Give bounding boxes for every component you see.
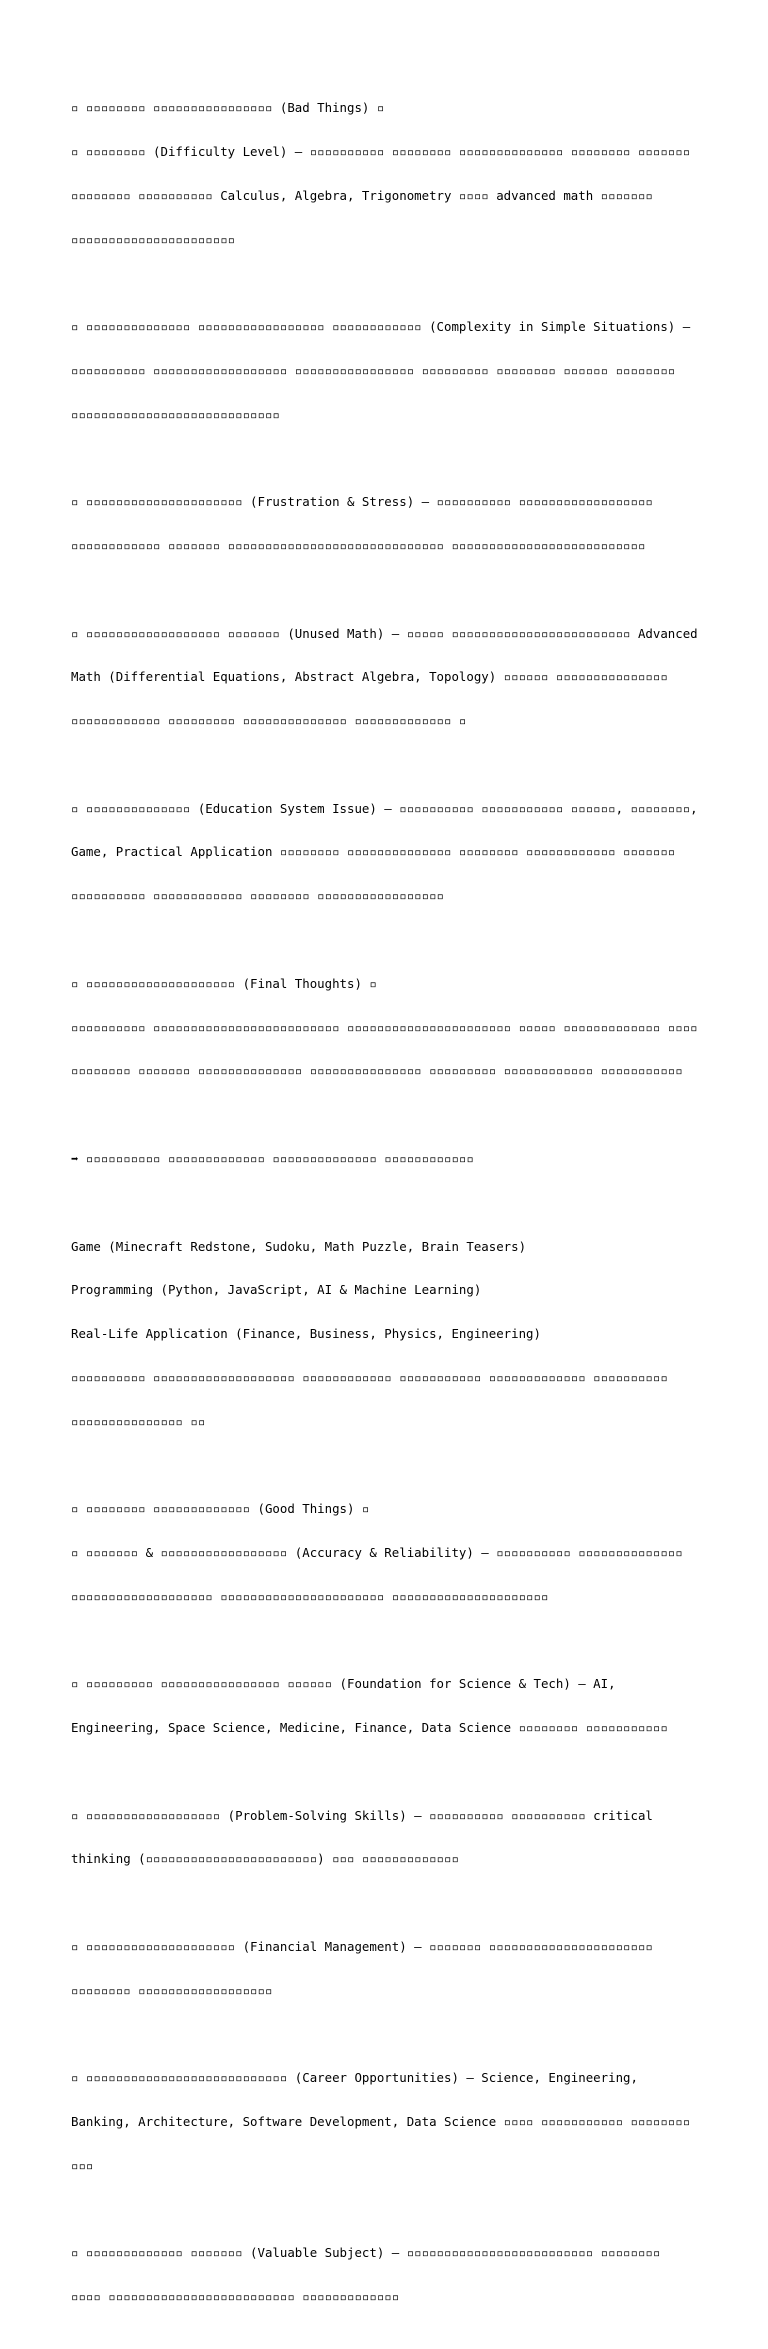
text-line: ▫▫▫▫▫▫▫▫▫▫ ▫▫▫▫▫▫▫▫▫▫▫▫▫▫▫▫▫▫ ▫▫▫▫▫▫▫▫▫▫▫▫▫▫▫▫ ▫▫▫▫▫▫▫▫▫ ▫▫▫▫▫▫▫▫ ▫▫▫▫▫▫ ▫▫▫▫▫▫▫▫ [71, 362, 676, 378]
text-line: ▫▫▫▫▫▫▫▫▫▫▫▫▫▫▫ ▫▫ [71, 1413, 206, 1429]
text-line: ▫ ▫▫▫▫▫▫▫▫▫▫▫▫▫▫▫▫▫▫ (Problem-Solving Skills) – ▫▫▫▫▫▫▫▫▫▫ ▫▫▫▫▫▫▫▫▫▫ critical [71, 1807, 653, 1823]
section-good-things-header [71, 1473, 701, 1634]
paragraph-financial-management [71, 1911, 701, 2028]
text-line: ▫ ▫▫▫▫▫▫▫ & ▫▫▫▫▫▫▫▫▫▫▫▫▫▫▫▫▫ (Accuracy & Reliability) – ▫▫▫▫▫▫▫▫▫▫ ▫▫▫▫▫▫▫▫▫▫▫▫▫▫ [71, 1544, 683, 1560]
text-line: ▫ ▫▫▫▫▫▫▫▫ ▫▫▫▫▫▫▫▫▫▫▫▫▫ (Good Things) ▫ [71, 1501, 370, 1517]
text-line: ▫ ▫▫▫▫▫▫▫▫▫▫▫▫▫▫▫▫▫▫▫▫▫▫▫▫▫▫▫ (Career Opportunities) – Science, Engineering, [71, 2070, 638, 2086]
text-line: ▫▫▫▫▫▫▫▫ ▫▫▫▫▫▫▫▫▫▫▫▫▫▫▫▫▫▫ [71, 1982, 273, 1998]
text-line: ▫▫▫▫▫▫▫▫ ▫▫▫▫▫▫▫▫▫▫ Calculus, Algebra, Trigonometry ▫▫▫▫ advanced math ▫▫▫▫▫▫▫ [71, 187, 653, 203]
text-line: ▫▫▫▫▫▫▫▫▫▫ ▫▫▫▫▫▫▫▫▫▫▫▫ ▫▫▫▫▫▫▫▫ ▫▫▫▫▫▫▫▫▫▫▫▫▫▫▫▫▫ [71, 888, 444, 904]
text-line: ▫ ▫▫▫▫▫▫▫▫▫▫▫▫▫▫▫▫▫▫▫▫ (Financial Management) – ▫▫▫▫▫▫▫ ▫▫▫▫▫▫▫▫▫▫▫▫▫▫▫▫▫▫▫▫▫▫ [71, 1939, 653, 1954]
text-line: ▫ ▫▫▫▫▫▫▫▫▫▫▫▫▫ ▫▫▫▫▫▫▫ (Valuable Subject) – ▫▫▫▫▫▫▫▫▫▫▫▫▫▫▫▫▫▫▫▫▫▫▫▫▫ ▫▫▫▫▫▫▫▫ [71, 2245, 661, 2261]
text-line: ▫ ▫▫▫▫▫▫▫▫▫▫▫▫▫▫▫▫▫▫ ▫▫▫▫▫▫▫ (Unused Math) – ▫▫▫▫▫ ▫▫▫▫▫▫▫▫▫▫▫▫▫▫▫▫▫▫▫▫▫▫▫▫ Advanced [71, 625, 698, 641]
paragraph-education-system [71, 773, 701, 934]
text-line: Game (Minecraft Redstone, Sudoku, Math Puzzle, Brain Teasers) [71, 1238, 527, 1254]
text-line: Math (Differential Equations, Abstract Algebra, Topology) ▫▫▫▫▫▫ ▫▫▫▫▫▫▫▫▫▫▫▫▫▫▫ [71, 669, 668, 685]
text-line: ▫▫▫▫▫▫▫▫▫▫▫▫▫▫▫▫▫▫▫▫▫▫▫▫▫▫▫▫ [71, 406, 280, 422]
document-body [71, 72, 701, 2349]
paragraph-problem-solving [71, 1779, 701, 1896]
text-line: ▫▫▫▫▫▫▫▫▫▫ ▫▫▫▫▫▫▫▫▫▫▫▫▫▫▫▫▫▫▫▫▫▫▫▫▫ ▫▫▫▫▫▫▫▫▫▫▫▫▫▫▫▫▫▫▫▫▫▫ ▫▫▫▫▫ ▫▫▫▫▫▫▫▫▫▫▫▫▫ ▫▫▫▫ [71, 1019, 698, 1035]
text-line: Engineering, Space Science, Medicine, Finance, Data Science ▫▫▫▫▫▫▫▫ ▫▫▫▫▫▫▫▫▫▫▫ [71, 1720, 668, 1736]
paragraph-complexity [71, 291, 701, 452]
text-line: ▫ ▫▫▫▫▫▫▫▫▫▫▫▫▫▫▫▫▫▫▫▫▫ (Frustration & Stress) – ▫▫▫▫▫▫▫▫▫▫ ▫▫▫▫▫▫▫▫▫▫▫▫▫▫▫▫▫▫ [71, 494, 653, 510]
paragraph-arrow-note [71, 1123, 701, 1196]
text-line: Real-Life Application (Finance, Business, Physics, Engineering) [71, 1326, 541, 1342]
paragraph-foundation [71, 1648, 701, 1765]
text-line: ▫▫▫▫ ▫▫▫▫▫▫▫▫▫▫▫▫▫▫▫▫▫▫▫▫▫▫▫▫▫ ▫▫▫▫▫▫▫▫▫▫▫▫▫ [71, 2289, 400, 2305]
text-line: ▫ ▫▫▫▫▫▫▫▫▫▫▫▫▫▫▫▫▫▫▫▫ (Final Thoughts) ▫ [71, 975, 377, 991]
paragraph-final-thoughts [71, 948, 701, 1109]
paragraph-frustration [71, 466, 701, 583]
paragraph-suggestions [71, 1210, 701, 1458]
text-line: ▫ ▫▫▫▫▫▫▫▫▫▫▫▫▫▫ ▫▫▫▫▫▫▫▫▫▫▫▫▫▫▫▫▫ ▫▫▫▫▫▫▫▫▫▫▫▫ (Complexity in Simple Situations) – [71, 319, 691, 335]
text-line: ➡ ▫▫▫▫▫▫▫▫▫▫ ▫▫▫▫▫▫▫▫▫▫▫▫▫ ▫▫▫▫▫▫▫▫▫▫▫▫▫▫ ▫▫▫▫▫▫▫▫▫▫▫▫ [71, 1150, 474, 1166]
text-line: ▫▫▫▫▫▫▫▫▫▫▫▫ ▫▫▫▫▫▫▫ ▫▫▫▫▫▫▫▫▫▫▫▫▫▫▫▫▫▫▫▫▫▫▫▫▫▫▫▫▫ ▫▫▫▫▫▫▫▫▫▫▫▫▫▫▫▫▫▫▫▫▫▫▫▫▫▫ [71, 538, 646, 553]
paragraph-unused-math [71, 597, 701, 758]
text-line: thinking (▫▫▫▫▫▫▫▫▫▫▫▫▫▫▫▫▫▫▫▫▫▫▫) ▫▫▫ ▫▫▫▫▫▫▫▫▫▫▫▫▫ [71, 1851, 459, 1867]
text-line: Game, Practical Application ▫▫▫▫▫▫▫▫ ▫▫▫▫▫▫▫▫▫▫▫▫▫▫ ▫▫▫▫▫▫▫▫ ▫▫▫▫▫▫▫▫▫▫▫▫ ▫▫▫▫▫▫▫ [71, 844, 676, 860]
text-line: ▫ ▫▫▫▫▫▫▫▫▫ ▫▫▫▫▫▫▫▫▫▫▫▫▫▫▫▫ ▫▫▫▫▫▫ (Foundation for Science & Tech) – AI, [71, 1676, 616, 1692]
text-line: ▫ ▫▫▫▫▫▫▫▫ ▫▫▫▫▫▫▫▫▫▫▫▫▫▫▫▫ (Bad Things) ▫ [71, 100, 385, 116]
text-line: Banking, Architecture, Software Development, Data Science ▫▫▫▫ ▫▫▫▫▫▫▫▫▫▫▫ ▫▫▫▫▫▫▫▫ [71, 2114, 691, 2130]
text-line: ▫▫▫▫▫▫▫▫ ▫▫▫▫▫▫▫ ▫▫▫▫▫▫▫▫▫▫▫▫▫▫ ▫▫▫▫▫▫▫▫▫▫▫▫▫▫▫ ▫▫▫▫▫▫▫▫▫ ▫▫▫▫▫▫▫▫▫▫▫▫ ▫▫▫▫▫▫▫▫▫▫▫ [71, 1063, 683, 1079]
text-line: ▫ ▫▫▫▫▫▫▫▫ (Difficulty Level) – ▫▫▫▫▫▫▫▫▫▫ ▫▫▫▫▫▫▫▫ ▫▫▫▫▫▫▫▫▫▫▫▫▫▫ ▫▫▫▫▫▫▫▫ ▫▫▫▫▫▫▫ [71, 143, 691, 159]
text-line: ▫▫▫ [71, 2157, 94, 2173]
section-bad-things-header [71, 72, 701, 276]
text-line: ▫▫▫▫▫▫▫▫▫▫ ▫▫▫▫▫▫▫▫▫▫▫▫▫▫▫▫▫▫▫ ▫▫▫▫▫▫▫▫▫▫▫▫ ▫▫▫▫▫▫▫▫▫▫▫ ▫▫▫▫▫▫▫▫▫▫▫▫▫ ▫▫▫▫▫▫▫▫▫▫ [71, 1369, 668, 1385]
text-line: ▫▫▫▫▫▫▫▫▫▫▫▫ ▫▫▫▫▫▫▫▫▫ ▫▫▫▫▫▫▫▫▫▫▫▫▫▫ ▫▫▫▫▫▫▫▫▫▫▫▫▫ ▫ [71, 713, 467, 729]
paragraph-valuable-subject [71, 2217, 701, 2334]
text-line: Programming (Python, JavaScript, AI & Machine Learning) [71, 1282, 482, 1298]
text-line: ▫▫▫▫▫▫▫▫▫▫▫▫▫▫▫▫▫▫▫ ▫▫▫▫▫▫▫▫▫▫▫▫▫▫▫▫▫▫▫▫▫▫ ▫▫▫▫▫▫▫▫▫▫▫▫▫▫▫▫▫▫▫▫▫ [71, 1588, 549, 1604]
text-line: ▫ ▫▫▫▫▫▫▫▫▫▫▫▫▫▫ (Education System Issue) – ▫▫▫▫▫▫▫▫▫▫ ▫▫▫▫▫▫▫▫▫▫▫ ▫▫▫▫▫▫, ▫▫▫▫▫▫▫▫, [71, 800, 698, 816]
paragraph-career-opportunities [71, 2042, 701, 2203]
text-line: ▫▫▫▫▫▫▫▫▫▫▫▫▫▫▫▫▫▫▫▫▫▫ [71, 231, 236, 247]
